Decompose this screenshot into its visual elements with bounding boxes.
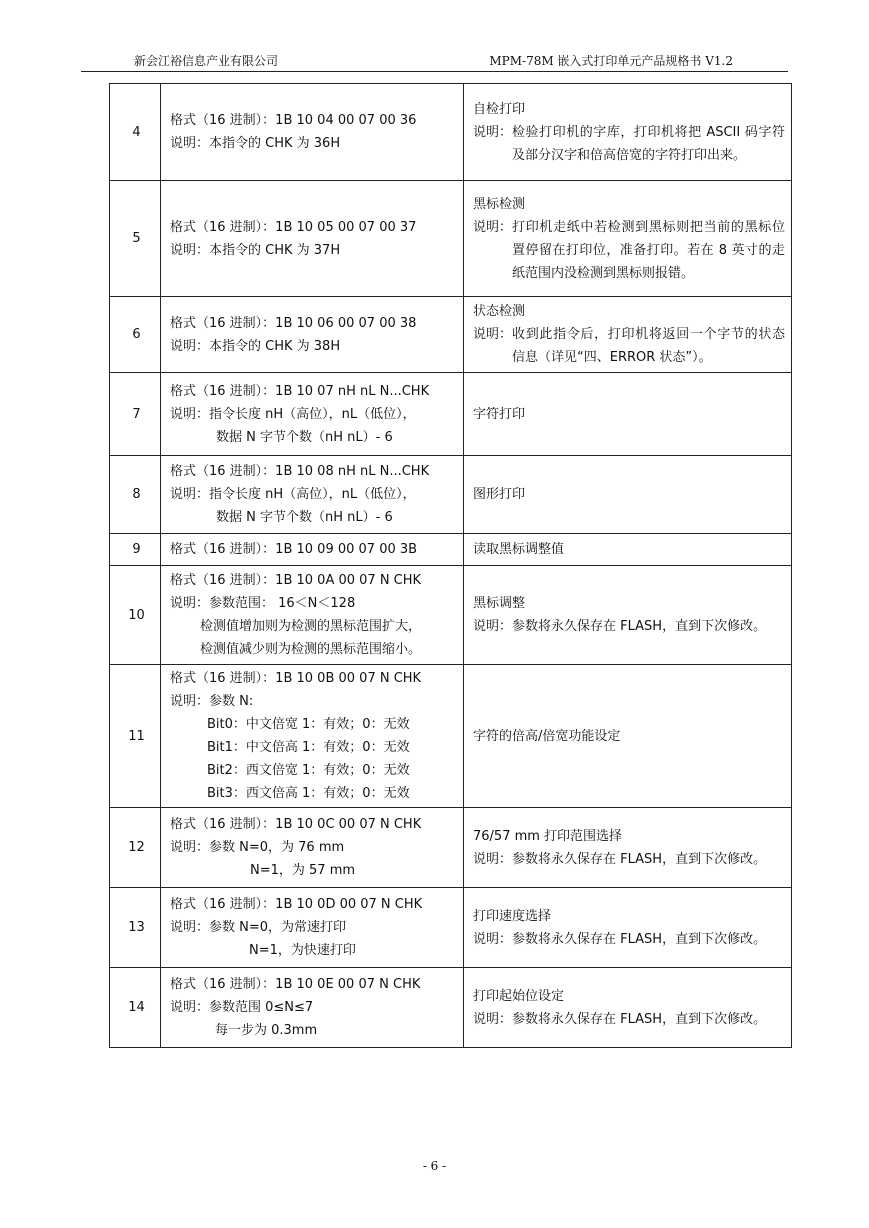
format-line: Bit3：西文倍高 1：有效；0：无效 bbox=[207, 786, 410, 801]
description-cell bbox=[464, 181, 792, 297]
format-line: 说明：参数范围： 16＜N＜128 bbox=[170, 596, 356, 611]
table-row bbox=[110, 665, 792, 808]
description-label: 说明： bbox=[473, 1011, 513, 1027]
description-label: 说明： bbox=[473, 931, 513, 947]
description-cell bbox=[464, 456, 792, 534]
row-number: 4 bbox=[110, 84, 161, 181]
description-label: 说明： bbox=[473, 124, 513, 140]
format-line: 格式（16 进制）：1B 10 0A 00 07 N CHK bbox=[170, 573, 422, 588]
row-number: 7 bbox=[110, 373, 161, 456]
description-text: 参数将永久保存在 FLASH，直到下次修改。 bbox=[512, 851, 767, 867]
format-line: 每一步为 0.3mm bbox=[215, 1023, 318, 1038]
table-row bbox=[110, 968, 792, 1048]
format-line: 格式（16 进制）：1B 10 0E 00 07 N CHK bbox=[170, 977, 421, 992]
description-cell bbox=[464, 84, 792, 181]
table-row bbox=[110, 888, 792, 968]
format-line: 检测值减少则为检测的黑标范围缩小。 bbox=[200, 642, 422, 657]
description-title: 打印速度选择 bbox=[473, 908, 552, 924]
description-title: 黑标调整 bbox=[473, 596, 526, 611]
format-cell bbox=[161, 665, 464, 808]
format-line: 检测值增加则为检测的黑标范围扩大， bbox=[200, 619, 422, 634]
description-cell bbox=[464, 808, 792, 888]
description-cell bbox=[464, 665, 792, 808]
format-line: 格式（16 进制）：1B 10 05 00 07 00 37 bbox=[170, 219, 417, 235]
format-line: 格式（16 进制）：1B 10 06 00 07 00 38 bbox=[170, 315, 417, 331]
format-line: 说明：本指令的 CHK 为 38H bbox=[170, 338, 341, 354]
description-cell bbox=[464, 888, 792, 968]
description-label: 说明： bbox=[473, 219, 513, 235]
row-number: 8 bbox=[110, 456, 161, 534]
format-line: 格式（16 进制）：1B 10 0C 00 07 N CHK bbox=[170, 817, 422, 832]
table-row bbox=[110, 456, 792, 534]
format-cell bbox=[161, 566, 464, 665]
description-title: 字符的倍高/倍宽功能设定 bbox=[473, 728, 621, 744]
format-cell bbox=[161, 297, 464, 373]
row-number: 13 bbox=[110, 888, 161, 968]
description-label: 说明： bbox=[473, 619, 513, 634]
description-cell bbox=[464, 968, 792, 1048]
description-text: 参数将永久保存在 FLASH，直到下次修改。 bbox=[512, 1011, 767, 1027]
format-line: 说明：参数 N=0，为 76 mm bbox=[170, 840, 345, 855]
description-cell bbox=[464, 297, 792, 373]
format-line: 格式（16 进制）：1B 10 0D 00 07 N CHK bbox=[170, 897, 423, 912]
description-cell bbox=[464, 373, 792, 456]
format-line: 说明：参数 N: bbox=[170, 694, 254, 709]
format-line: 数据 N 字节个数（nH nL）- 6 bbox=[216, 429, 393, 445]
format-cell bbox=[161, 373, 464, 456]
description-cell bbox=[464, 566, 792, 665]
table-row bbox=[110, 534, 792, 566]
description-text: 收到此指令后，打印机将返回一个字节的状态信息（详见“四、ERROR 状态”）。 bbox=[512, 327, 785, 365]
description-title: 黑标检测 bbox=[473, 196, 526, 212]
description-title: 打印起始位设定 bbox=[473, 988, 565, 1004]
format-line: Bit0：中文倍宽 1：有效；0：无效 bbox=[207, 717, 410, 732]
format-line: 说明：参数范围 0≤N≤7 bbox=[170, 1000, 314, 1015]
description-text: 参数将永久保存在 FLASH，直到下次修改。 bbox=[512, 931, 767, 947]
row-number: 5 bbox=[110, 181, 161, 297]
format-line: Bit2：西文倍宽 1：有效；0：无效 bbox=[207, 763, 410, 778]
command-table bbox=[109, 83, 792, 1048]
format-line: 说明：本指令的 CHK 为 37H bbox=[170, 242, 341, 258]
format-line: Bit1：中文倍高 1：有效；0：无效 bbox=[207, 740, 410, 755]
format-cell bbox=[161, 456, 464, 534]
description-text: 打印机走纸中若检测到黑标则把当前的黑标位置停留在打印位，准备打印。若在 8 英寸的走纸范围内没检测到黑标则报错。 bbox=[512, 219, 785, 281]
row-number: 6 bbox=[110, 297, 161, 373]
format-line: 说明：指令长度 nH（高位），nL（低位）， bbox=[170, 406, 416, 422]
row-number: 12 bbox=[110, 808, 161, 888]
format-line: 说明：指令长度 nH（高位），nL（低位）， bbox=[170, 487, 416, 502]
page-number: - 6 - bbox=[422, 1159, 447, 1173]
format-line: 格式（16 进制）：1B 10 08 nH nL N...CHK bbox=[170, 464, 430, 479]
format-line: 格式（16 进制）：1B 10 0B 00 07 N CHK bbox=[170, 671, 422, 686]
header-doc-title: MPM-78M 嵌入式打印单元产品规格书 V1.2 bbox=[489, 54, 733, 68]
description-text: 参数将永久保存在 FLASH，直到下次修改。 bbox=[512, 619, 767, 634]
table-row bbox=[110, 373, 792, 456]
row-number: 10 bbox=[110, 566, 161, 665]
format-cell bbox=[161, 181, 464, 297]
format-cell bbox=[161, 888, 464, 968]
format-line: 格式（16 进制）：1B 10 09 00 07 00 3B bbox=[170, 542, 418, 557]
table-row bbox=[110, 808, 792, 888]
row-number: 11 bbox=[110, 665, 161, 808]
description-title: 字符打印 bbox=[473, 406, 526, 422]
format-cell bbox=[161, 534, 464, 566]
description-title: 读取黑标调整值 bbox=[473, 542, 565, 557]
table-row bbox=[110, 84, 792, 181]
header-company: 新会江裕信息产业有限公司 bbox=[134, 54, 279, 68]
format-line: 格式（16 进制）：1B 10 04 00 07 00 36 bbox=[170, 113, 417, 128]
table-row bbox=[110, 297, 792, 373]
format-line: 说明：本指令的 CHK 为 36H bbox=[170, 136, 341, 151]
format-line: 格式（16 进制）：1B 10 07 nH nL N...CHK bbox=[170, 383, 430, 399]
format-line: N=1，为快速打印 bbox=[249, 943, 356, 958]
format-line: 说明：参数 N=0，为常速打印 bbox=[170, 920, 347, 935]
description-cell bbox=[464, 534, 792, 566]
format-line: N=1，为 57 mm bbox=[250, 863, 356, 878]
description-title: 状态检测 bbox=[473, 304, 526, 319]
format-cell bbox=[161, 808, 464, 888]
row-number: 9 bbox=[110, 534, 161, 566]
table-row bbox=[110, 566, 792, 665]
table-row bbox=[110, 181, 792, 297]
description-label: 说明： bbox=[473, 327, 513, 342]
row-number: 14 bbox=[110, 968, 161, 1048]
description-label: 说明： bbox=[473, 851, 513, 867]
format-line: 数据 N 字节个数（nH nL）- 6 bbox=[216, 510, 393, 525]
description-title: 76/57 mm 打印范围选择 bbox=[473, 828, 623, 844]
description-title: 自检打印 bbox=[473, 101, 526, 117]
format-cell bbox=[161, 968, 464, 1048]
format-cell bbox=[161, 84, 464, 181]
header-rule bbox=[81, 71, 788, 72]
description-text: 检验打印机的字库，打印机将把 ASCII 码字符及部分汉字和倍高倍宽的字符打印出来。 bbox=[512, 124, 785, 163]
description-title: 图形打印 bbox=[473, 487, 526, 502]
